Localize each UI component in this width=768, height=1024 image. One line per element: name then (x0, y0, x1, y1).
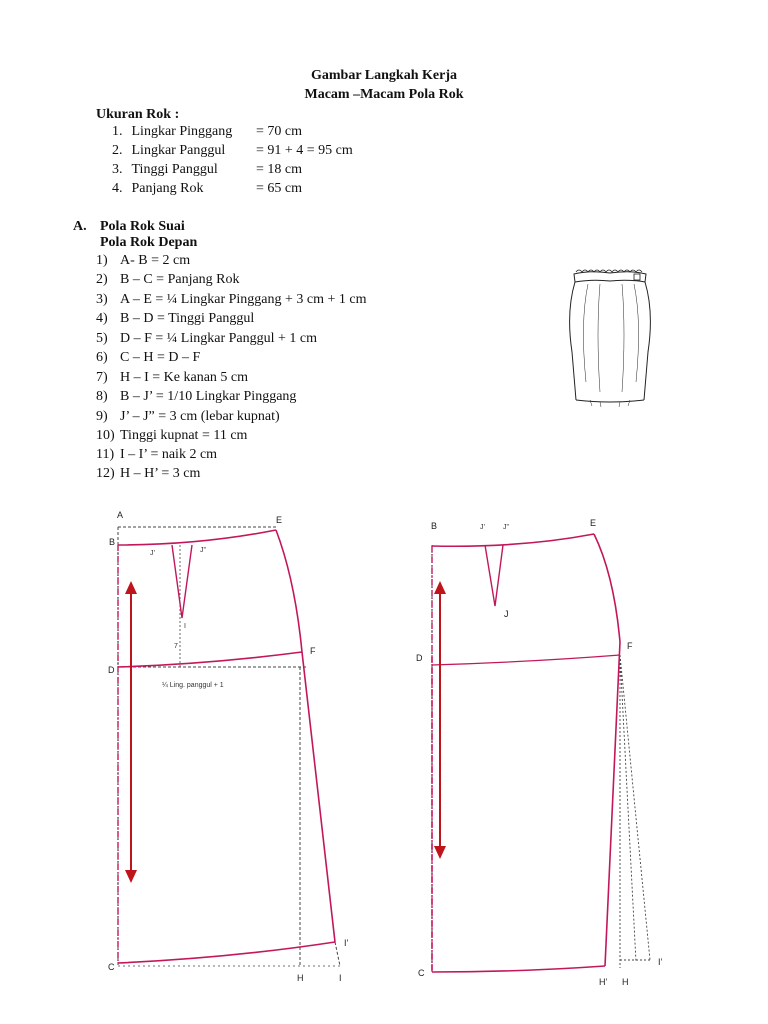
step-number: 2) (96, 272, 108, 287)
point-label-c: C (418, 968, 425, 978)
section-subtitle: Pola Rok Depan (100, 235, 198, 250)
step-number: 10) (96, 428, 115, 443)
measurement-value: = 70 cm (256, 124, 302, 139)
point-label-h: H (297, 973, 304, 983)
step-item (96, 292, 367, 308)
point-label-j1: J’ (480, 524, 486, 531)
step-number: 8) (96, 389, 108, 404)
point-label-b: B (109, 537, 116, 547)
measurement-value: = 65 cm (256, 181, 302, 196)
step-text: H – I = Ke kanan 5 cm (120, 370, 249, 385)
measurement-item (112, 181, 203, 197)
step-number: 1) (96, 253, 108, 268)
side-seam-upper (594, 534, 620, 642)
measurement-label: Lingkar Panggul (131, 143, 226, 158)
measurement-label: Tinggi Panggul (131, 162, 218, 177)
step-item (96, 389, 296, 405)
measurement-number: 4. (112, 181, 123, 196)
step-number: 11) (96, 447, 115, 462)
step-text: B – C = Panjang Rok (120, 272, 240, 287)
waistline (432, 534, 594, 546)
step-item (96, 370, 248, 386)
measurement-item (112, 124, 232, 140)
point-label-f: F (310, 646, 316, 656)
step-item (96, 428, 247, 444)
step-item (96, 272, 240, 288)
step-number: 7) (96, 370, 108, 385)
measurement-value: = 91 + 4 = 95 cm (256, 143, 353, 158)
dart-length-label: 7 (174, 643, 178, 650)
step-item (96, 311, 254, 327)
step-text: D – F = ¼ Lingkar Panggul + 1 cm (120, 331, 317, 346)
step-item (96, 350, 200, 366)
point-label-d: D (108, 665, 115, 675)
step-number: 12) (96, 466, 115, 481)
step-number: 9) (96, 409, 108, 424)
point-label-a: A (117, 510, 124, 520)
measurement-number: 2. (112, 143, 123, 158)
hipline (432, 655, 620, 665)
point-label-i-prime: I’ (344, 938, 349, 948)
point-label-j: J (504, 609, 509, 619)
measurement-item (112, 143, 225, 159)
section-letter: A. (73, 219, 87, 234)
point-label-b: B (431, 521, 438, 531)
measurement-label: Lingkar Pinggang (131, 124, 233, 139)
step-number: 3) (96, 292, 108, 307)
step-text: I – I’ = naik 2 cm (120, 447, 218, 462)
side-seam-lower (605, 642, 620, 966)
step-item (96, 253, 190, 269)
step-item (96, 466, 200, 482)
point-label-i-prime: I’ (658, 957, 663, 967)
step-text: C – H = D – F (120, 350, 201, 365)
page-subtitle: Macam –Macam Pola Rok (304, 87, 464, 102)
measurement-value: = 18 cm (256, 162, 302, 177)
point-label-dart-tip: I (184, 623, 186, 630)
arrow-head-down-icon (434, 846, 446, 859)
section-title: Pola Rok Suai (100, 219, 185, 234)
point-label-f: F (627, 641, 633, 651)
step-text: B – D = Tinggi Panggul (120, 311, 255, 326)
step-text: B – J’ = 1/10 Lingkar Pinggang (120, 389, 297, 404)
point-label-e: E (590, 518, 597, 528)
point-label-j1: J’ (150, 550, 156, 557)
hip-measure-note: ¼ Ling. panggul + 1 (162, 682, 224, 689)
step-text: A- B = 2 cm (120, 253, 191, 268)
measurement-number: 1. (112, 124, 123, 139)
front-skirt-pattern-final (0, 500, 768, 1000)
step-number: 5) (96, 331, 108, 346)
step-text: A – E = ¼ Lingkar Pinggang + 3 cm + 1 cm (120, 292, 367, 307)
step-item (96, 409, 280, 425)
measurement-item (112, 162, 218, 178)
point-label-e: E (276, 515, 283, 525)
point-label-j2: J” (200, 547, 206, 554)
measurements-heading: Ukuran Rok : (96, 107, 180, 122)
pencil-skirt-illustration (560, 262, 660, 412)
step-text: Tinggi kupnat = 11 cm (120, 428, 248, 443)
measurement-number: 3. (112, 162, 123, 177)
arrow-head-up-icon (434, 581, 446, 594)
step-item (96, 331, 317, 347)
waist-dart (485, 545, 503, 606)
point-label-d: D (416, 653, 423, 663)
step-text: H – H’ = 3 cm (120, 466, 201, 481)
point-label-c: C (108, 962, 115, 972)
hemline (432, 966, 605, 972)
step-number: 4) (96, 311, 108, 326)
page-title: Gambar Langkah Kerja (311, 68, 457, 83)
step-text: J’ – J” = 3 cm (lebar kupnat) (120, 409, 280, 424)
measurement-label: Panjang Rok (131, 181, 204, 196)
point-label-j2: J” (503, 524, 509, 531)
point-label-i: I (339, 973, 342, 983)
step-number: 6) (96, 350, 108, 365)
step-item (96, 447, 217, 463)
point-label-h-prime: H’ (599, 977, 608, 987)
point-label-h: H (622, 977, 629, 987)
